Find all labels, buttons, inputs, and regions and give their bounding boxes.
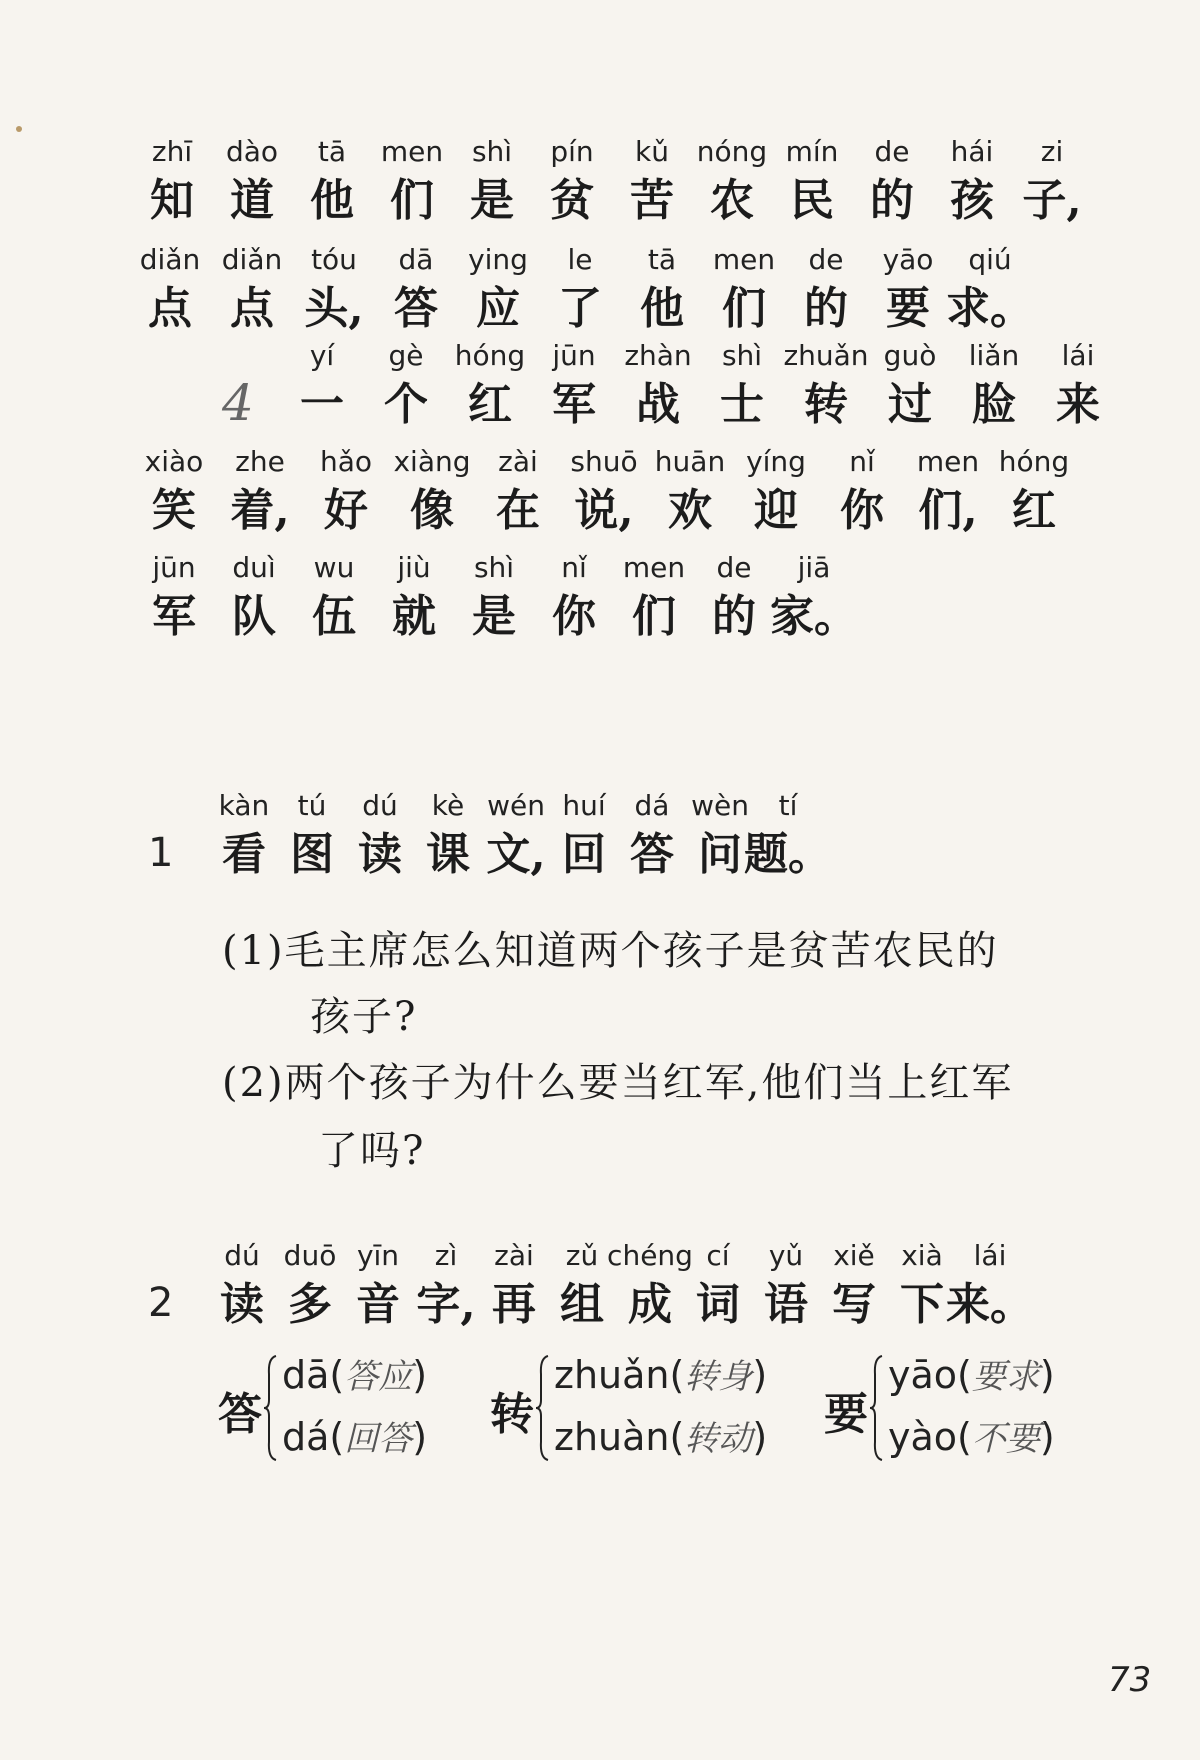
hanzi: 的 xyxy=(870,175,914,226)
question-1-text-line1: 毛主席怎么知道两个孩子是贫苦农民的 xyxy=(284,928,999,974)
hanzi: 来 xyxy=(1056,379,1100,430)
pinyin: guò xyxy=(883,339,937,372)
pinyin: mín xyxy=(785,135,839,168)
hanzi: 语 xyxy=(764,1279,808,1330)
hanzi: 着, xyxy=(230,485,290,536)
pinyin: de xyxy=(716,551,752,584)
pinyin: diǎn xyxy=(221,243,283,276)
pinyin: dá xyxy=(634,789,670,822)
pinyin: zǔ xyxy=(565,1239,599,1272)
hanzi: 是 xyxy=(470,175,514,226)
reading-line-3 xyxy=(0,340,1200,450)
hanzi: 应 xyxy=(476,283,520,334)
reading-row: zhuàn(转动) xyxy=(554,1415,768,1459)
reading-pinyin: zhuǎn xyxy=(554,1353,670,1397)
hanzi: 欢 xyxy=(668,485,712,536)
brace-icon xyxy=(536,1354,550,1462)
pinyin: zì xyxy=(434,1239,458,1272)
hanzi: 组 xyxy=(560,1279,604,1330)
pinyin: yí xyxy=(309,339,335,372)
pinyin: jiā xyxy=(797,551,831,584)
pinyin: dào xyxy=(225,135,279,168)
hanzi: 民 xyxy=(790,175,834,226)
pinyin: shuō xyxy=(570,445,638,478)
pinyin: yíng xyxy=(746,445,806,478)
pinyin: tú xyxy=(297,789,327,822)
hanzi: 的 xyxy=(804,283,848,334)
hanzi: 他 xyxy=(310,175,354,226)
exercise-1-question-1-cont: 孩子? xyxy=(310,994,418,1040)
pinyin: lái xyxy=(973,1239,1007,1272)
hanzi: 笑 xyxy=(152,485,196,536)
pinyin: dā xyxy=(398,243,434,276)
hanzi: 们 xyxy=(632,591,676,642)
pinyin: hǎo xyxy=(319,445,373,478)
pinyin: cí xyxy=(706,1239,730,1272)
pinyin: wèn xyxy=(691,789,749,822)
question-2-label: (2) xyxy=(222,1060,285,1106)
pinyin: xiào xyxy=(144,445,204,478)
pinyin: duì xyxy=(232,551,276,584)
hanzi: 个 xyxy=(384,379,428,430)
hanzi: 多 xyxy=(288,1279,332,1330)
pinyin: kǔ xyxy=(635,135,669,168)
handwritten-answer: 转动 xyxy=(684,1419,753,1459)
hanzi: 的 xyxy=(712,591,756,642)
hanzi: 转 xyxy=(804,379,848,430)
pinyin: hóng xyxy=(454,339,526,372)
hanzi: 红 xyxy=(468,379,512,430)
pinyin: men xyxy=(380,135,444,168)
pinyin: tā xyxy=(317,135,347,168)
pinyin: dú xyxy=(224,1239,260,1272)
hanzi: 们 xyxy=(722,283,766,334)
pinyin: nǐ xyxy=(849,445,875,478)
polyphone-char: 要 xyxy=(824,1389,868,1440)
exercise-2-number: 2 xyxy=(148,1280,174,1326)
hanzi: 贫 xyxy=(550,175,594,226)
hanzi: 要 xyxy=(886,283,930,334)
polyphone-char: 答 xyxy=(218,1389,262,1440)
hanzi: 词 xyxy=(696,1279,740,1330)
reading-row: yāo(要求) xyxy=(888,1353,1055,1397)
reading-row: yào(不要) xyxy=(888,1415,1055,1459)
pinyin: dú xyxy=(362,789,398,822)
pinyin: tí xyxy=(778,789,798,822)
handwritten-answer: 回答 xyxy=(344,1419,413,1459)
pinyin: pín xyxy=(550,135,594,168)
polyphone-group-da xyxy=(218,1352,458,1472)
pinyin: ying xyxy=(468,243,528,276)
hanzi: 苦 xyxy=(630,175,674,226)
exercise-1-question-2 xyxy=(222,1056,1013,1110)
hanzi: 读 xyxy=(220,1279,264,1330)
reading-pinyin: zhuàn xyxy=(554,1415,670,1459)
pinyin: huān xyxy=(654,445,726,478)
exercise-2-instruction xyxy=(0,1240,1200,1350)
pinyin: chéng xyxy=(607,1239,693,1272)
pinyin: qiú xyxy=(968,243,1012,276)
reading-pinyin: yào xyxy=(888,1415,958,1459)
handwritten-margin-mark: 4 xyxy=(222,374,254,432)
pinyin: men xyxy=(622,551,686,584)
reading-line-5 xyxy=(0,552,1200,662)
hanzi: 士 xyxy=(720,379,764,430)
pinyin: jūn xyxy=(552,339,596,372)
handwritten-answer: 要求 xyxy=(971,1357,1040,1397)
hanzi: 成 xyxy=(628,1279,672,1330)
pinyin: huí xyxy=(562,789,606,822)
brace-icon xyxy=(264,1354,278,1462)
hanzi: 说, xyxy=(574,485,634,536)
pinyin: xià xyxy=(901,1239,943,1272)
page-number: 73 xyxy=(1108,1660,1152,1700)
hanzi: 过 xyxy=(888,379,932,430)
pinyin: diǎn xyxy=(139,243,201,276)
pinyin: zài xyxy=(494,1239,534,1272)
hanzi: 再 xyxy=(492,1279,536,1330)
hanzi: 孩 xyxy=(950,175,994,226)
pinyin: de xyxy=(874,135,910,168)
exercise-1-question-2-cont: 了吗? xyxy=(318,1128,426,1174)
pinyin: jiù xyxy=(397,551,431,584)
brace-icon xyxy=(870,1354,884,1462)
pinyin: men xyxy=(712,243,776,276)
hanzi: 看 xyxy=(222,829,266,880)
hanzi: 像 xyxy=(410,485,454,536)
pinyin: tóu xyxy=(311,243,357,276)
pinyin: kàn xyxy=(218,789,270,822)
hanzi: 字, xyxy=(416,1279,476,1330)
exercise-1-instruction xyxy=(0,790,1200,900)
hanzi: 下 xyxy=(900,1279,944,1330)
hanzi: 写 xyxy=(832,1279,876,1330)
polyphone-group-yao xyxy=(824,1352,1084,1472)
hanzi: 农 xyxy=(710,175,754,226)
pinyin: zài xyxy=(498,445,538,478)
hanzi: 队 xyxy=(232,591,276,642)
pinyin: zhuǎn xyxy=(783,339,869,372)
pinyin: men xyxy=(916,445,980,478)
question-1-label: (1) xyxy=(222,928,285,974)
reading-pinyin: dá xyxy=(282,1415,330,1459)
reading-row: dā(答应) xyxy=(282,1353,428,1397)
pinyin: liǎn xyxy=(968,339,1020,372)
pinyin: tā xyxy=(647,243,677,276)
reading-pinyin: yāo xyxy=(888,1353,958,1397)
pinyin: jūn xyxy=(152,551,196,584)
hanzi: 们, xyxy=(918,485,978,536)
hanzi: 他 xyxy=(640,283,684,334)
pinyin: kè xyxy=(431,789,465,822)
hanzi: 道 xyxy=(230,175,274,226)
reading-pinyin: dā xyxy=(282,1353,330,1397)
hanzi: 好 xyxy=(324,485,368,536)
hanzi: 回 xyxy=(562,829,606,880)
hanzi: 子, xyxy=(1022,175,1082,226)
reading-line-1 xyxy=(0,136,1200,246)
hanzi: 们 xyxy=(390,175,434,226)
hanzi: 在 xyxy=(496,485,540,536)
polyphone-char: 转 xyxy=(490,1389,534,1440)
pinyin: duō xyxy=(283,1239,337,1272)
pinyin: nǐ xyxy=(561,551,587,584)
pinyin: shì xyxy=(721,339,763,372)
pinyin: hái xyxy=(950,135,994,168)
exercise-1-number: 1 xyxy=(148,830,174,876)
hanzi: 军 xyxy=(152,591,196,642)
pinyin: zhī xyxy=(151,135,193,168)
hanzi: 是 xyxy=(472,591,516,642)
hanzi: 图 xyxy=(290,829,334,880)
hanzi: 读 xyxy=(358,829,402,880)
pinyin: de xyxy=(808,243,844,276)
hanzi: 就 xyxy=(392,591,436,642)
hanzi: 了 xyxy=(558,283,602,334)
hanzi: 问 xyxy=(698,829,742,880)
hanzi: 文, xyxy=(486,829,546,880)
pinyin: nóng xyxy=(696,135,768,168)
hanzi: 头, xyxy=(304,283,364,334)
hanzi: 点 xyxy=(230,283,274,334)
hanzi: 点 xyxy=(148,283,192,334)
pinyin: zhe xyxy=(235,445,285,478)
pinyin: zi xyxy=(1040,135,1064,168)
pinyin: lái xyxy=(1061,339,1095,372)
hanzi: 答 xyxy=(630,829,674,880)
hanzi: 知 xyxy=(150,175,194,226)
pinyin: shì xyxy=(471,135,513,168)
hanzi: 脸 xyxy=(972,379,1016,430)
pinyin: hóng xyxy=(998,445,1070,478)
hanzi: 音 xyxy=(356,1279,400,1330)
hanzi: 答 xyxy=(394,283,438,334)
paper-speck xyxy=(16,126,22,132)
hanzi: 一 xyxy=(300,379,344,430)
pinyin: le xyxy=(567,243,593,276)
question-2-text-line1: 两个孩子为什么要当红军,他们当上红军 xyxy=(284,1060,1014,1106)
hanzi: 伍 xyxy=(312,591,356,642)
hanzi: 求。 xyxy=(946,283,1034,334)
hanzi: 你 xyxy=(840,485,884,536)
pinyin: yǔ xyxy=(768,1239,804,1272)
pinyin: wu xyxy=(313,551,355,584)
pinyin: zhàn xyxy=(624,339,692,372)
hanzi: 来。 xyxy=(946,1279,1034,1330)
hanzi: 家。 xyxy=(770,591,858,642)
hanzi: 战 xyxy=(636,379,680,430)
pinyin: wén xyxy=(487,789,545,822)
hanzi: 迎 xyxy=(754,485,798,536)
exercise-1-question-1 xyxy=(222,924,999,978)
reading-row: dá(回答) xyxy=(282,1415,428,1459)
pinyin: xiě xyxy=(833,1239,875,1272)
hanzi: 你 xyxy=(552,591,596,642)
handwritten-answer: 答应 xyxy=(344,1357,413,1397)
reading-row: zhuǎn(转身) xyxy=(554,1353,768,1397)
polyphone-group-zhuan xyxy=(490,1352,790,1472)
pinyin: yīn xyxy=(356,1239,400,1272)
reading-line-2 xyxy=(0,244,1200,354)
handwritten-answer: 不要 xyxy=(971,1419,1040,1459)
hanzi: 题。 xyxy=(744,829,832,880)
handwritten-answer: 转身 xyxy=(684,1357,753,1397)
pinyin: shì xyxy=(473,551,515,584)
pinyin: yāo xyxy=(882,243,934,276)
pinyin: xiàng xyxy=(393,445,471,478)
hanzi: 红 xyxy=(1012,485,1056,536)
hanzi: 军 xyxy=(552,379,596,430)
pinyin: gè xyxy=(388,339,424,372)
hanzi: 课 xyxy=(426,829,470,880)
reading-line-4 xyxy=(0,446,1200,556)
